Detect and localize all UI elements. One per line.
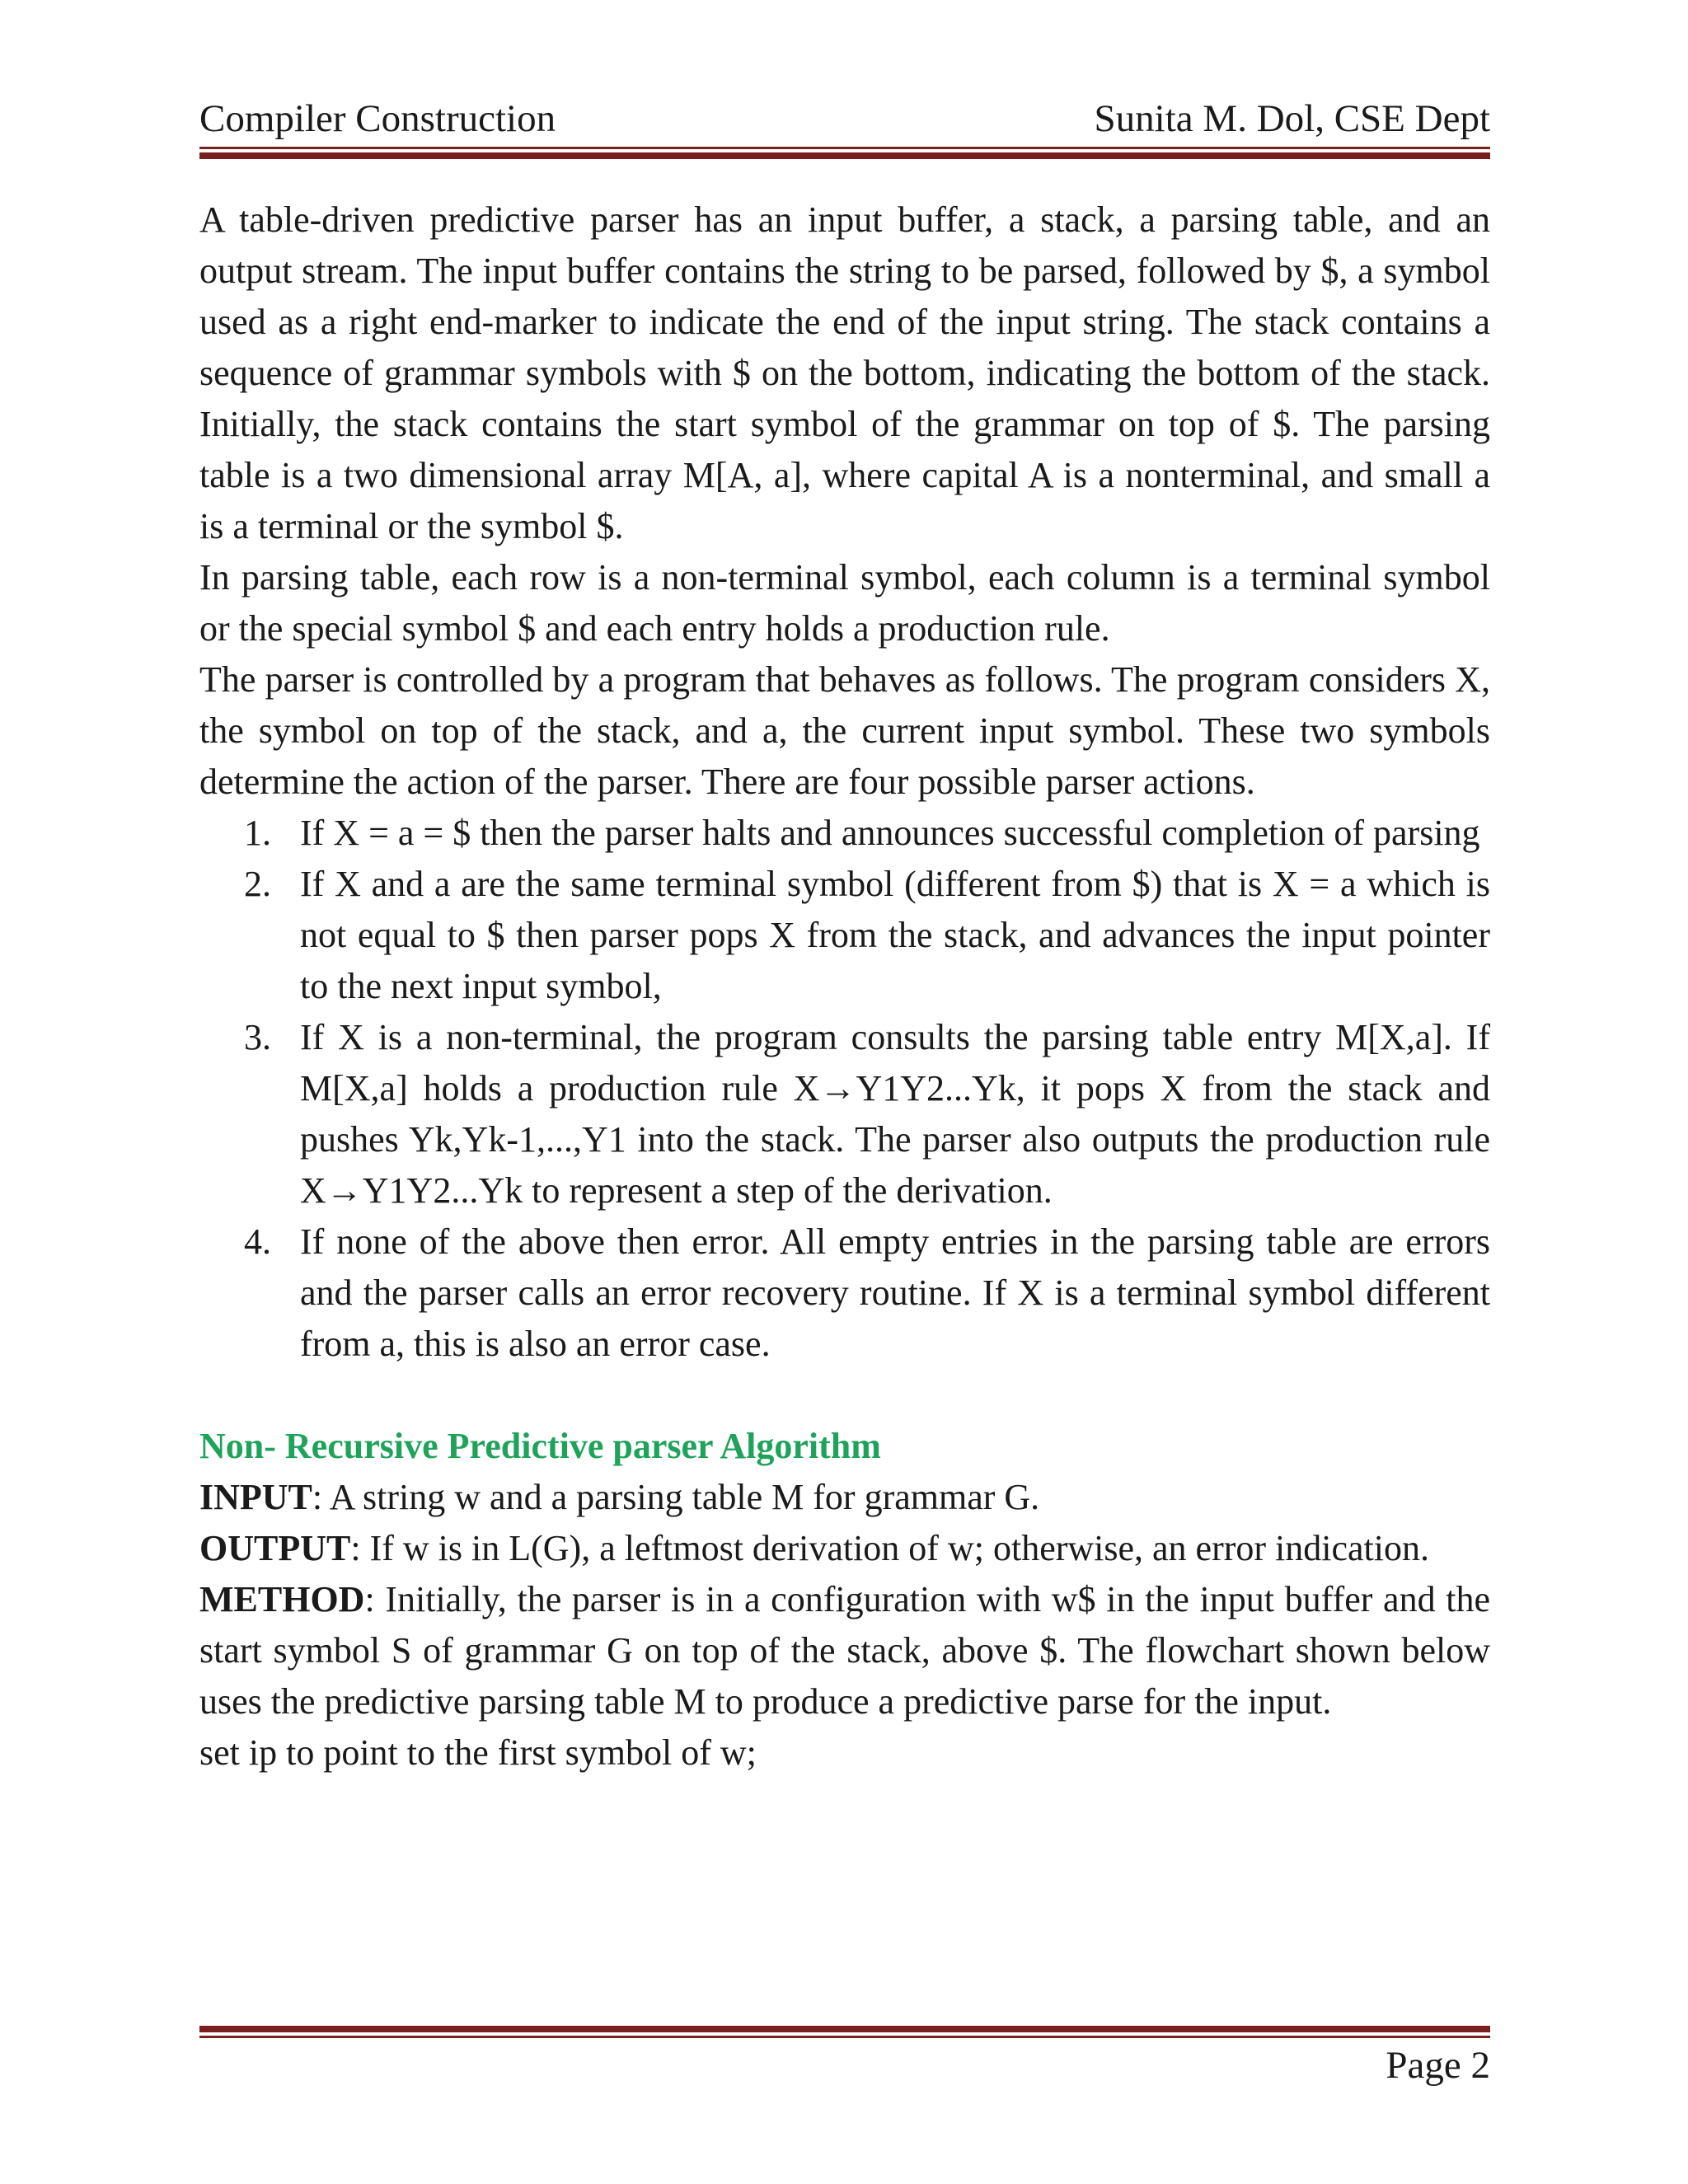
algorithm-output [199, 1523, 1490, 1574]
list-item [244, 808, 1490, 859]
section-title: Non- Recursive Predictive parser Algorithm [199, 1426, 881, 1466]
output-text: : If w is in L(G), a leftmost derivation of w; otherwise, an error indication. [350, 1528, 1429, 1568]
list-number: 3. [244, 1017, 271, 1057]
list-item-text: If X and a are the same terminal symbol (different from $) that is X = a which is not equal to $ then parser pops X from the stack, and advances the input pointer to the next input symbol, [300, 864, 1490, 1006]
list-item [244, 859, 1490, 1012]
page-number: Page 2 [1386, 2044, 1490, 2087]
parser-actions-list [199, 808, 1490, 1370]
algorithm-method [199, 1574, 1490, 1727]
document-page [199, 0, 1490, 2184]
method-text: : Initially, the parser is in a configuration with w$ in the input buffer and the start symbol S of grammar G on top of the stack, above $. The flowchart shown below uses the predictive parsing table M to produce a predictive parse for the input. [199, 1579, 1490, 1722]
header-rule [199, 147, 1490, 159]
intro-paragraph: A table-driven predictive parser has an input buffer, a stack, a parsing table, and an output stream. The input buffer contains the string to be parsed, followed by $, a symbol used as a right end-marker to indicate the end of the input string. The stack contains a sequence of grammar symbols with $ on the bottom, indicating the bottom of the stack. Initially, the stack contains the start symbol of the grammar on top of $. The parsing table is a two dimensional array M[A, a], where capital A is a nonterminal, and small a is a terminal or the symbol $. [199, 199, 1490, 546]
algorithm-step: set ip to point to the first symbol of w; [199, 1732, 757, 1773]
header-author: Sunita M. Dol, CSE Dept [1094, 97, 1490, 140]
list-item-text: If none of the above then error. All empty entries in the parsing table are errors and the parser calls an error recovery routine. If X is a terminal symbol different from a, this is also an error case. [300, 1221, 1490, 1364]
list-item [244, 1012, 1490, 1216]
parser-program-paragraph: The parser is controlled by a program that behaves as follows. The program considers X, the symbol on top of the stack, and a, the current input symbol. These two symbols determine the action of the parser. There are four possible parser actions. [199, 659, 1490, 802]
input-text: : A string w and a parsing table M for grammar G. [312, 1477, 1040, 1517]
list-number: 4. [244, 1221, 271, 1262]
method-label: METHOD [199, 1579, 365, 1619]
list-number: 2. [244, 864, 271, 904]
input-label: INPUT [199, 1477, 312, 1517]
list-item-text: If X = a = $ then the parser halts and announces successful completion of parsing [300, 813, 1480, 853]
parsing-table-paragraph: In parsing table, each row is a non-terminal symbol, each column is a terminal symbol or the special symbol $ and each entry holds a production rule. [199, 557, 1490, 649]
list-item-text: If X is a non-terminal, the program consults the parsing table entry M[X,a]. If M[X,a] holds a production rule X→Y1Y2...Yk, it pops X from the stack and pushes Yk,Yk-1,...,Y1 into the stack. The parser also outputs the production rule X→Y1Y2...Yk to represent a step of the derivation. [300, 1017, 1490, 1211]
page-header [199, 96, 1490, 142]
list-item [244, 1216, 1490, 1370]
algorithm-input [199, 1472, 1490, 1523]
page-content [199, 194, 1490, 1779]
output-label: OUTPUT [199, 1528, 351, 1568]
footer-rule [199, 2026, 1490, 2038]
list-number: 1. [244, 813, 271, 853]
header-course-title: Compiler Construction [199, 97, 556, 140]
